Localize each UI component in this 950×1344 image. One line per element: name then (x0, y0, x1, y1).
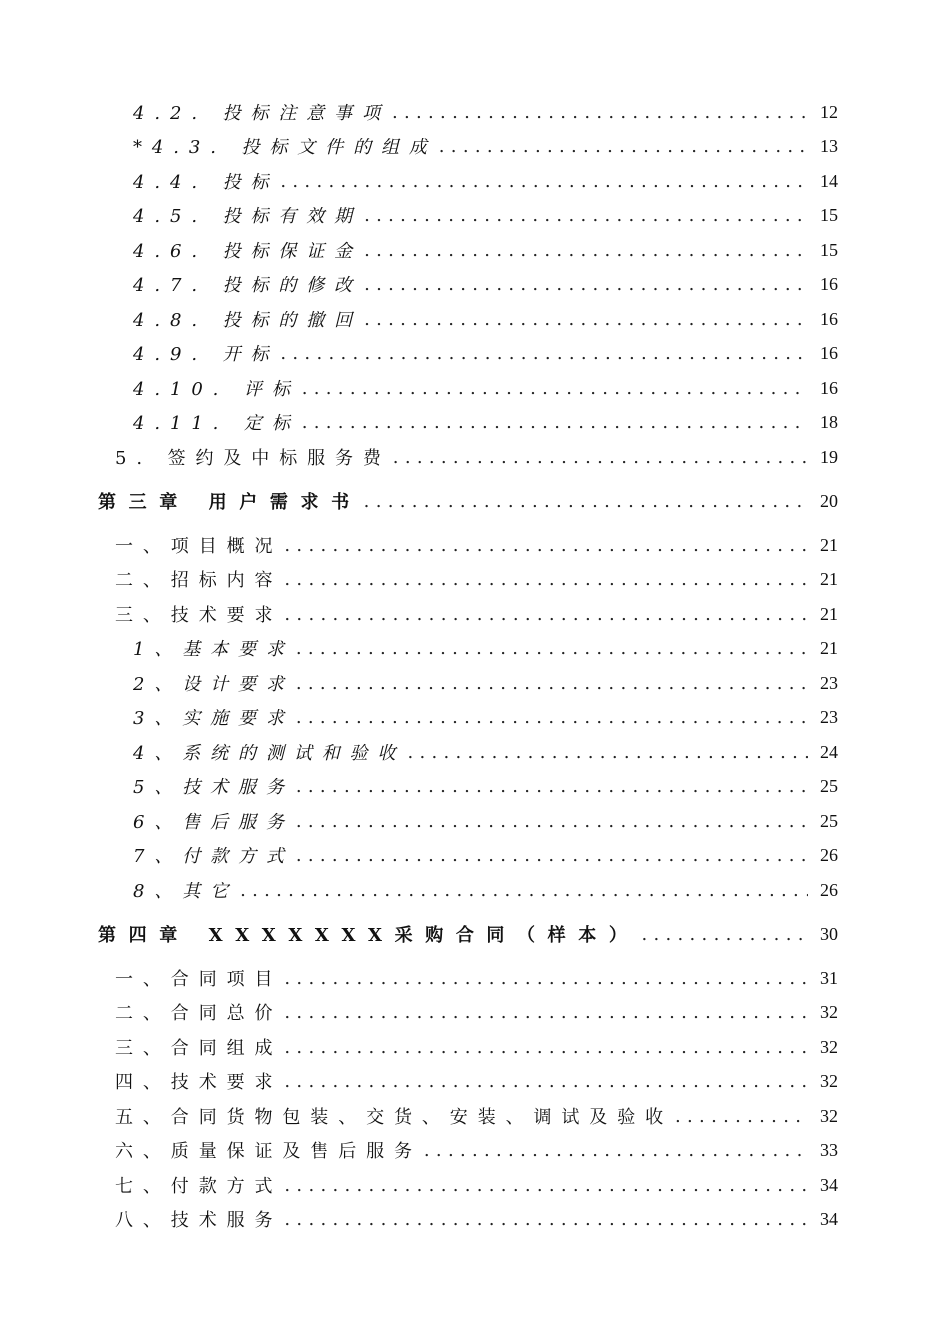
toc-entry[interactable] (115, 1032, 838, 1062)
dot-leader (296, 845, 808, 866)
dot-leader (284, 1209, 808, 1230)
toc-entry[interactable] (133, 806, 838, 836)
dot-leader (364, 205, 808, 226)
toc-entry-page: 34 (820, 1208, 838, 1229)
toc-entry[interactable] (115, 1204, 838, 1234)
dot-leader (641, 924, 808, 945)
toc-entry-page: 16 (820, 273, 838, 294)
toc-entry-title: 三、技术要求 (115, 605, 283, 626)
toc-chapter-entry[interactable] (98, 919, 838, 949)
toc-entry-page: 26 (820, 879, 838, 900)
dot-leader (280, 343, 808, 364)
toc-entry-title: 5、技术服务 (133, 777, 294, 798)
dot-leader (392, 102, 808, 123)
toc-entry[interactable] (115, 1101, 838, 1131)
toc-entry[interactable] (133, 338, 838, 368)
toc-entry[interactable] (133, 737, 838, 767)
toc-entry-page: 30 (820, 923, 838, 944)
toc-entry-page: 18 (820, 411, 838, 432)
dot-leader (302, 412, 808, 433)
dot-leader (364, 274, 808, 295)
toc-entry[interactable] (133, 840, 838, 870)
dot-leader (284, 968, 808, 989)
toc-entry-page: 21 (820, 534, 838, 555)
toc-entry[interactable] (115, 963, 838, 993)
toc-entry-title: 一、合同项目 (115, 969, 283, 990)
dot-leader (364, 491, 808, 512)
dot-leader (407, 742, 808, 763)
dot-leader (296, 707, 808, 728)
toc-entry-page: 13 (820, 135, 838, 156)
dot-leader (296, 776, 808, 797)
dot-leader (284, 569, 808, 590)
dot-leader (280, 171, 808, 192)
toc-entry-title: 七、付款方式 (115, 1176, 283, 1197)
toc-entry[interactable] (133, 97, 838, 127)
dot-leader (675, 1106, 808, 1127)
dot-leader (284, 604, 808, 625)
toc-entry-page: 26 (820, 844, 838, 865)
toc-entry-title: 五、合同货物包装、交货、安装、调试及验收 (115, 1107, 673, 1128)
toc-entry-page: 32 (820, 1070, 838, 1091)
dot-leader (364, 309, 808, 330)
toc-entry[interactable] (133, 633, 838, 663)
toc-entry-title: 4.9. 开标 (133, 344, 279, 365)
toc-entry[interactable] (133, 702, 838, 732)
toc-entry-page: 25 (820, 775, 838, 796)
toc-entry-page: 23 (820, 672, 838, 693)
toc-entry-title: 4.6. 投标保证金 (133, 241, 363, 262)
toc-entry-page: 12 (820, 101, 838, 122)
toc-entry[interactable] (115, 1066, 838, 1096)
toc-entry-title: 八、技术服务 (115, 1210, 283, 1231)
toc-entry-title: 4.11. 定标 (133, 413, 300, 434)
toc-entry-title: 2、设计要求 (133, 674, 294, 695)
dot-leader (296, 638, 808, 659)
toc-entry-page: 34 (820, 1174, 838, 1195)
toc-entry-page: 14 (820, 170, 838, 191)
toc-entry-title: 4.10. 评标 (133, 379, 300, 400)
dot-leader (424, 1140, 808, 1161)
toc-entry-title: 4、系统的测试和验收 (133, 743, 406, 764)
toc-entry-title: 8、其它 (133, 881, 239, 902)
toc-entry[interactable] (115, 599, 838, 629)
toc-entry[interactable] (133, 131, 838, 161)
toc-entry-title: *4.3. 投标文件的组成 (133, 137, 437, 158)
toc-entry-title: 一、项目概况 (115, 536, 283, 557)
toc-entry-title: 6、售后服务 (133, 812, 294, 833)
toc-entry-title: 4.4. 投标 (133, 172, 279, 193)
toc-chapter-entry[interactable] (98, 486, 838, 516)
toc-entry-page: 23 (820, 706, 838, 727)
toc-entry-page: 33 (820, 1139, 838, 1160)
toc-entry-title: 1、基本要求 (133, 639, 294, 660)
toc-entry[interactable] (133, 304, 838, 334)
toc-entry[interactable] (115, 530, 838, 560)
toc-entry-title: 4.7. 投标的修改 (133, 275, 363, 296)
toc-chapter-title: 第四章 XXXXXXX采购合同（样本） (98, 925, 640, 946)
toc-entry-title: 5. 签约及中标服务费 (115, 448, 391, 469)
dot-leader (364, 240, 808, 261)
dot-leader (284, 1002, 808, 1023)
toc-entry-page: 25 (820, 810, 838, 831)
dot-leader (302, 378, 808, 399)
toc-entry-title: 四、技术要求 (115, 1072, 283, 1093)
dot-leader (240, 880, 808, 901)
toc-entry[interactable] (133, 875, 838, 905)
toc-entry[interactable] (115, 442, 838, 472)
toc-entry-title: 三、合同组成 (115, 1038, 283, 1059)
toc-entry[interactable] (133, 166, 838, 196)
toc-entry-page: 15 (820, 204, 838, 225)
toc-entry[interactable] (133, 269, 838, 299)
toc-entry-title: 4.8. 投标的撤回 (133, 310, 363, 331)
toc-entry-page: 15 (820, 239, 838, 260)
dot-leader (296, 673, 808, 694)
dot-leader (284, 1071, 808, 1092)
dot-leader (284, 535, 808, 556)
toc-entry-page: 21 (820, 603, 838, 624)
toc-entry-title: 二、招标内容 (115, 570, 283, 591)
dot-leader (296, 811, 808, 832)
toc-entry-page: 31 (820, 967, 838, 988)
dot-leader (284, 1175, 808, 1196)
toc-entry-page: 16 (820, 377, 838, 398)
toc-entry[interactable] (115, 997, 838, 1027)
dot-leader (284, 1037, 808, 1058)
toc-entry-title: 3、实施要求 (133, 708, 294, 729)
toc-entry[interactable] (133, 668, 838, 698)
toc-entry-page: 16 (820, 308, 838, 329)
toc-entry-title: 二、合同总价 (115, 1003, 283, 1024)
toc-entry-page: 21 (820, 568, 838, 589)
toc-entry-title: 7、付款方式 (133, 846, 294, 867)
toc-entry[interactable] (115, 564, 838, 594)
toc-entry-title: 4.5. 投标有效期 (133, 206, 363, 227)
toc-entry-page: 20 (820, 490, 838, 511)
toc-entry-page: 32 (820, 1036, 838, 1057)
toc-entry-page: 19 (820, 446, 838, 467)
toc-entry[interactable] (115, 1170, 838, 1200)
toc-entry-title: 4.2. 投标注意事项 (133, 103, 390, 124)
toc-entry-page: 16 (820, 342, 838, 363)
toc-entry-page: 24 (820, 741, 838, 762)
toc-entry[interactable] (133, 407, 838, 437)
toc-entry-title: 六、质量保证及售后服务 (115, 1141, 422, 1162)
toc-entry[interactable] (133, 235, 838, 265)
toc-entry[interactable] (115, 1135, 838, 1165)
toc-entry[interactable] (133, 373, 838, 403)
dot-leader (439, 136, 808, 157)
toc-entry[interactable] (133, 771, 838, 801)
toc-entry[interactable] (133, 200, 838, 230)
dot-leader (393, 447, 808, 468)
toc-chapter-title: 第三章 用户需求书 (98, 492, 362, 513)
toc-entry-page: 32 (820, 1001, 838, 1022)
toc-entry-page: 21 (820, 637, 838, 658)
toc-entry-page: 32 (820, 1105, 838, 1126)
